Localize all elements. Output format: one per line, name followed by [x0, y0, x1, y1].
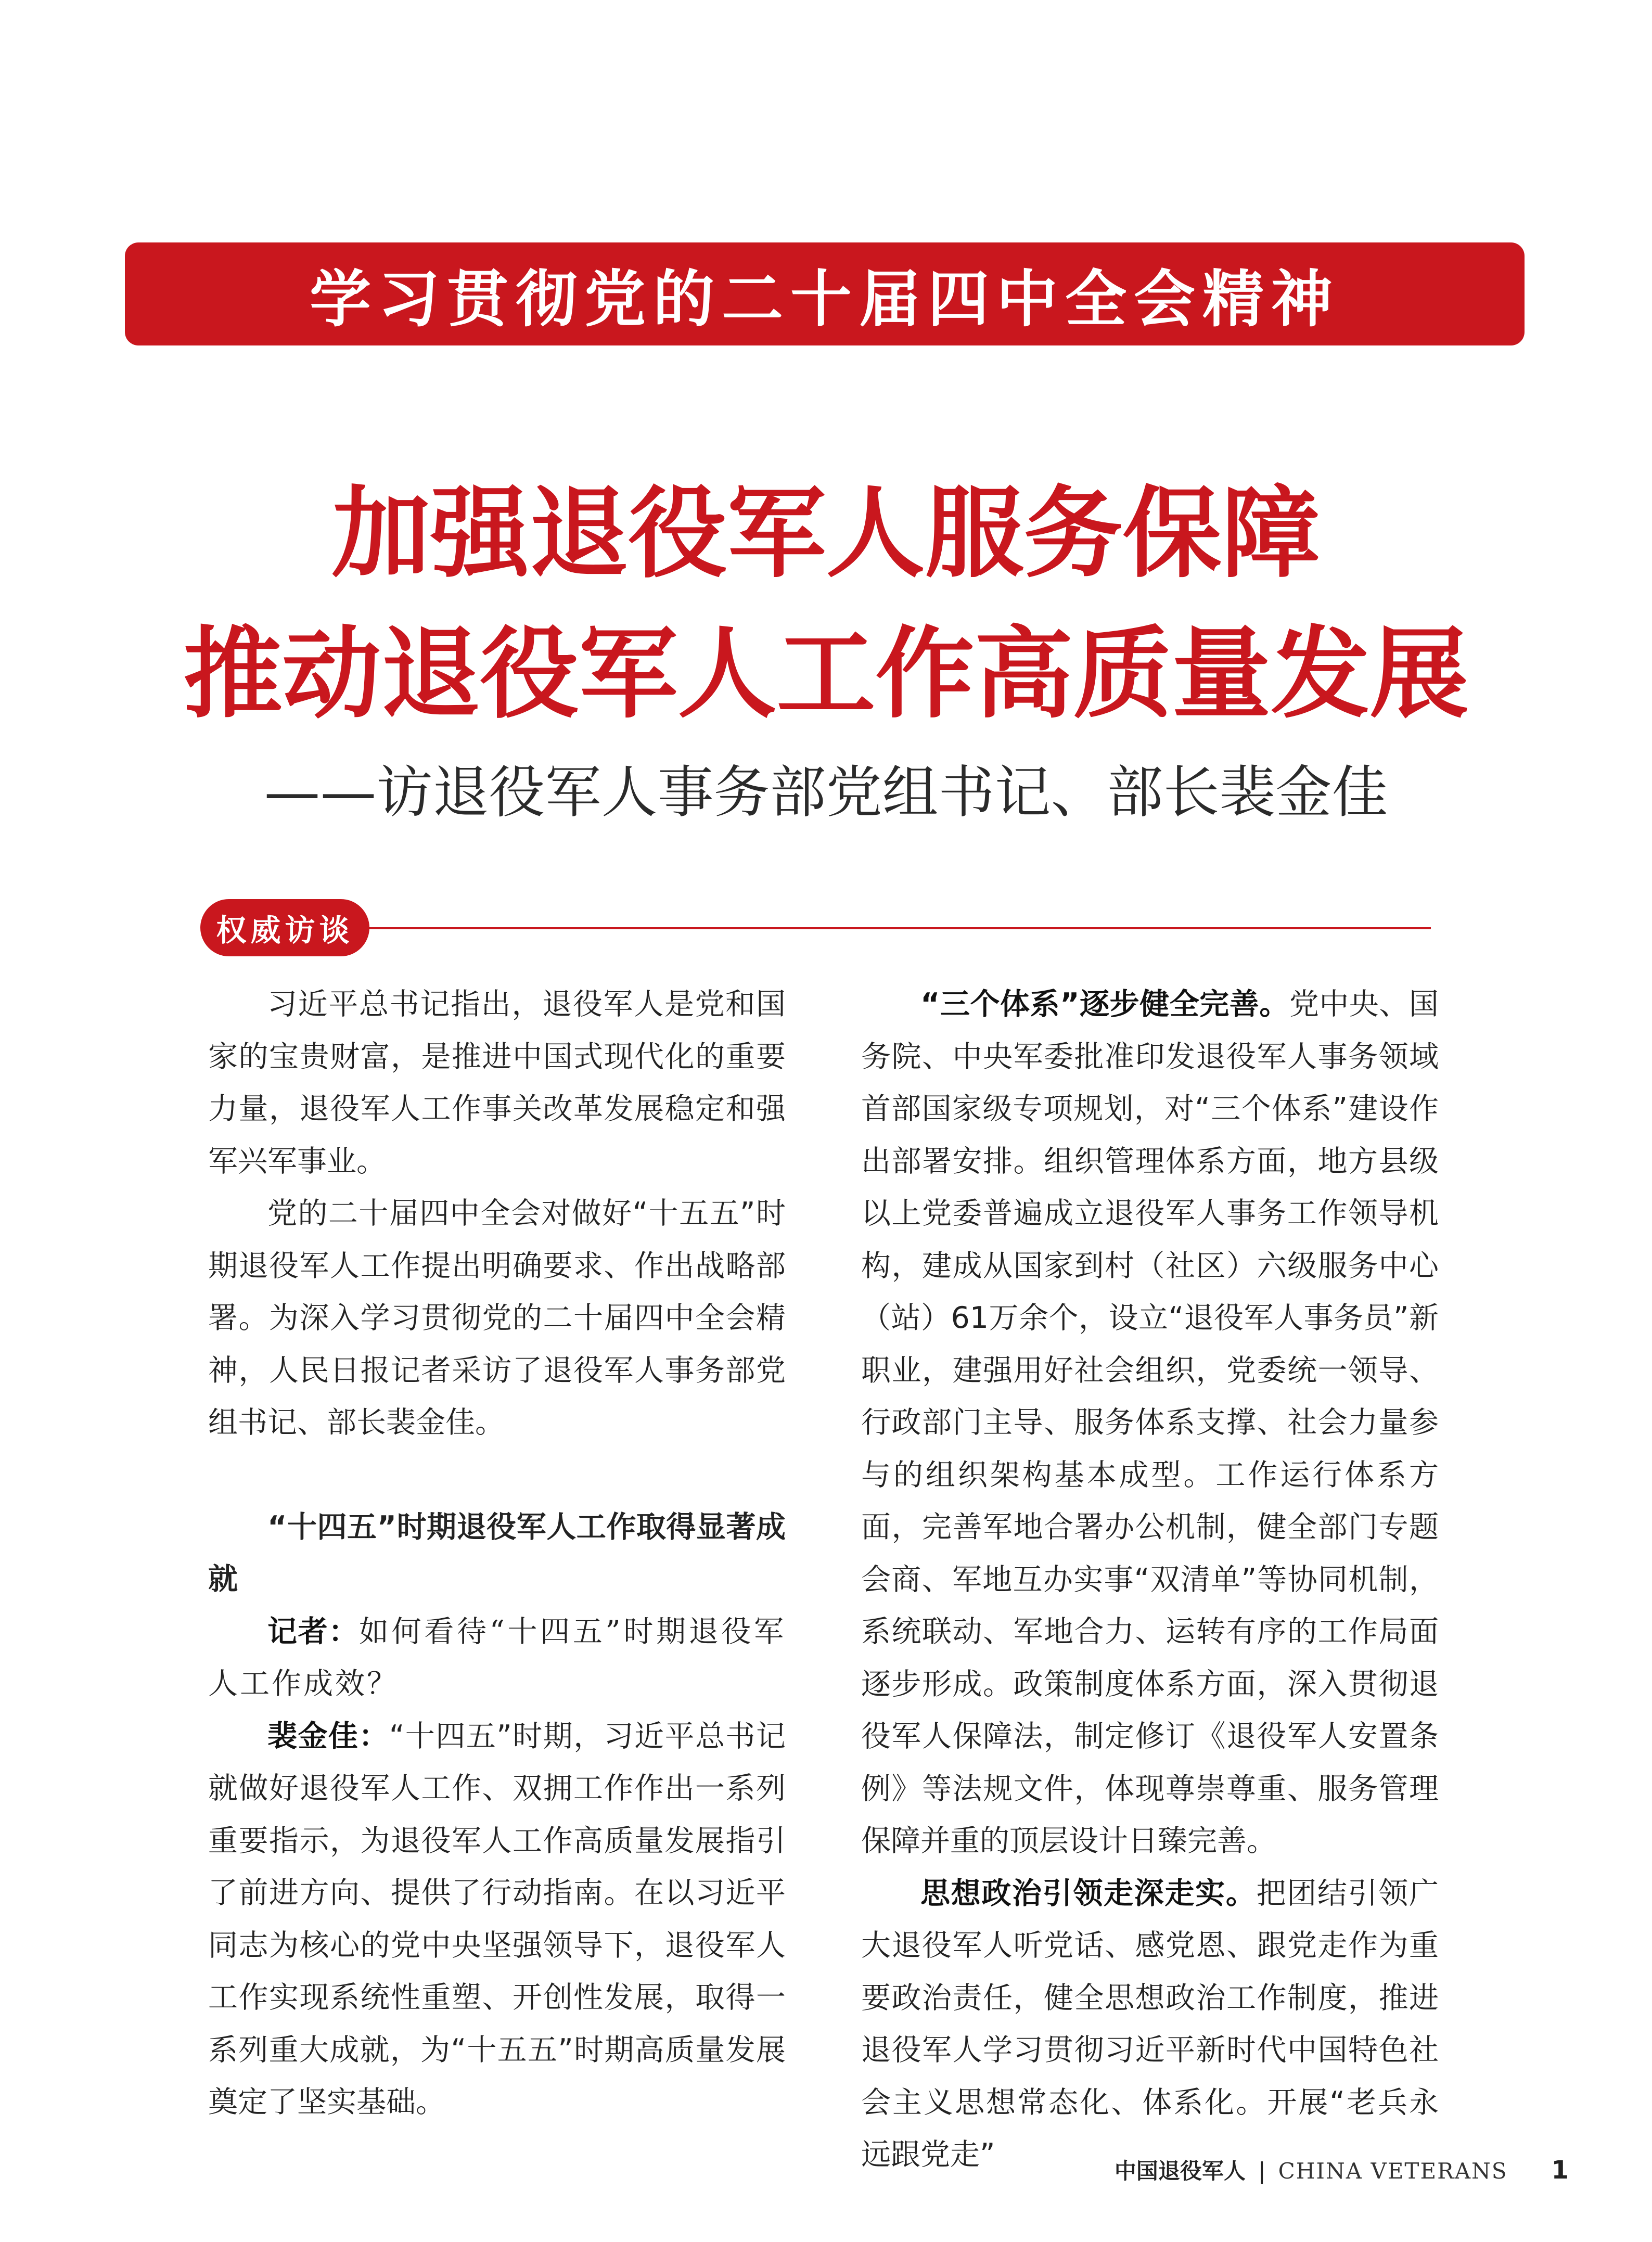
intro-paragraph-1: 习近平总书记指出，退役军人是党和国家的宝贵财富，是推进中国式现代化的重要力量，退役军人工作事关改革发展稳定和强军兴军事业。	[208, 987, 786, 1178]
answer-paragraph	[208, 1710, 786, 2129]
page-footer	[1115, 2154, 1569, 2185]
spacer	[208, 1449, 786, 1501]
paragraph-lead-1: “三个体系”逐步健全完善。	[920, 987, 1289, 1021]
answer-label: 裴金佳：	[267, 1719, 389, 1753]
section-tag-label: 权威访谈	[216, 913, 354, 948]
paragraph-text-2: 把团结引领广大退役军人听党话、感党恩、跟党走作为重要政治责任，健全思想政治工作制度，推进退役军人学习贯彻习近平新时代中国特色社会主义思想常态化、体系化。开展“老兵永远跟党走”	[861, 1876, 1439, 2172]
body-paragraph-2	[861, 1867, 1439, 2181]
answer-text: “十四五”时期，习近平总书记就做好退役军人工作、双拥工作作出一系列重要指示，为退役军人工作高质量发展指引了前进方向、提供了行动指南。在以习近平同志为核心的党中央坚强领导下，退役军人工作实现系统性重塑、开创性发展，取得一系列重大成就，为“十五五”时期高质量发展奠定了坚实基础。	[208, 1719, 786, 2119]
paragraph-text-1: 党中央、国务院、中央军委批准印发退役军人事务领域首部国家级专项规划，对“三个体系”建设作出部署安排。组织管理体系方面，地方县级以上党委普遍成立退役军人事务工作领导机构，建成从国家到村（社区）六级服务中心（站）61万余个，设立“退役军人事务员”新职业，建强用好社会组织，党委统一领导、行政部门主导、服务体系支撑、社会力量参与的组织架构基本成型。工作运行体系方面，完善军地合署办公机制，健全部门专题会商、军地互办实事“双清单”等协同机制，系统联动、军地合力、运转有序的工作局面逐步形成。政策制度体系方面，深入贯彻退役军人保障法，制定修订《退役军人安置条例》等法规文件，体现尊崇尊重、服务管理保障并重的顶层设计日臻完善。	[861, 987, 1439, 1858]
section-tag	[200, 899, 369, 956]
question-text: 如何看待“十四五”时期退役军人工作成效？	[208, 1614, 786, 1701]
left-column	[208, 978, 786, 2129]
footer-separator: |	[1258, 2158, 1266, 2184]
intro-paragraph-2: 党的二十届四中全会对做好“十五五”时期退役军人工作提出明确要求、作出战略部署。为深入学习贯彻党的二十届四中全会精神，人民日报记者采访了退役军人事务部党组书记、部长裴金佳。	[208, 1196, 786, 1440]
column-banner	[125, 242, 1525, 345]
divider-line	[364, 927, 1431, 929]
headline-line-2: 推动退役军人工作高质量发展	[183, 616, 1469, 732]
subtitle: ——访退役军人事务部党组书记、部长裴金佳	[264, 760, 1388, 825]
question-paragraph	[208, 1606, 786, 1710]
question-label: 记者：	[267, 1614, 360, 1649]
banner-text: 学习贯彻党的二十届四中全会精神	[309, 263, 1340, 335]
body-paragraph-1	[861, 978, 1439, 1867]
paragraph-lead-2: 思想政治引领走深走实。	[920, 1876, 1257, 1911]
headline-line-1: 加强退役军人服务保障	[331, 475, 1321, 591]
publication-name-en: CHINA VETERANS	[1278, 2158, 1508, 2184]
page-number: 1	[1551, 2156, 1569, 2185]
publication-name: 中国退役军人	[1114, 2158, 1246, 2184]
right-column	[861, 978, 1439, 2181]
section-heading: “十四五”时期退役军人工作取得显著成就	[208, 1509, 786, 1596]
